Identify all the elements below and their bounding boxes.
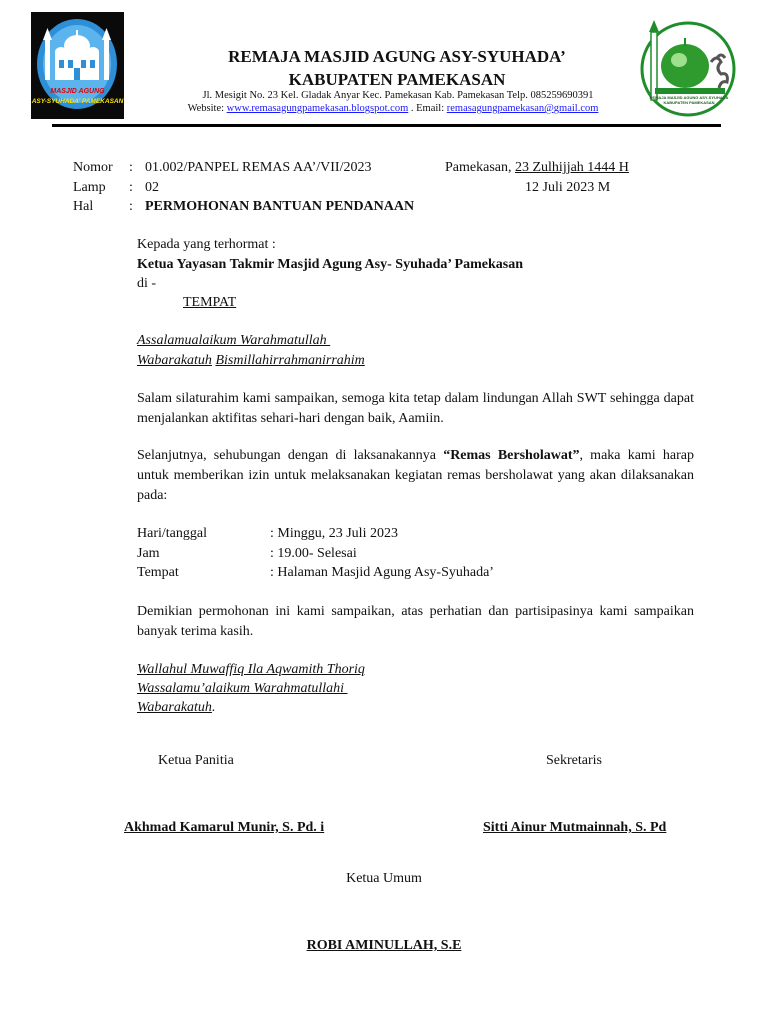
event-label-0: Hari/tanggal (137, 526, 207, 541)
salam-line2 (137, 351, 365, 371)
paragraph-3: Demikian permohonan ini kami sampaikan, atas perhatian dan partisipasinya kami sampaikan banyak terima kasih. (137, 604, 694, 639)
lamp-colon: : (129, 180, 133, 195)
recipient-di: di - (137, 276, 157, 291)
right-logo-text-1: REMAJA MASJID AGUNG ASY-SYUHADA (649, 95, 729, 100)
paragraph-1: Salam silaturahim kami sampaikan, semoga kita tetap dalam lindungan Allah SWT sehingga dapat menjalankan aktifitas sehari-hari dengan baik, Aamiin. (137, 391, 694, 426)
paragraph-2-event: “Remas Bersholawat” (443, 448, 580, 463)
hal-label: Hal (73, 199, 94, 214)
lamp-label: Lamp (73, 180, 106, 195)
website-label: Website: (187, 103, 225, 114)
date-hijri: 23 Zulhijjah 1444 H (514, 160, 629, 175)
event-value-1: : 19.00- Selesai (270, 546, 357, 561)
signature-left-title: Ketua Panitia (158, 753, 234, 768)
left-logo-text-2: ASY-SYUHADA’ PAMEKASAN (31, 98, 124, 105)
recipient-greeting: Kepada yang terhormat : (137, 237, 276, 252)
recipient-place: TEMPAT (183, 295, 237, 310)
paragraph-2 (137, 446, 694, 506)
lamp-value: 02 (145, 180, 159, 195)
org-name-line2: KABUPATEN PAMEKASAN (288, 70, 506, 89)
event-label-1: Jam (137, 546, 160, 561)
nomor-value: 01.002/PANPEL REMAS AA’/VII/2023 (145, 160, 372, 175)
nomor-label: Nomor (73, 160, 113, 175)
date-masehi: 12 Juli 2023 M (525, 180, 611, 195)
org-address: Jl. Mesigit No. 23 Kel. Gladak Anyar Kec. Pamekasan Kab. Pamekasan Telp. 085259690391 (202, 90, 594, 101)
salam-wabarakatuh: Wabarakatuh (137, 353, 212, 368)
paragraph-2-a: Selanjutnya, sehubungan dengan di laksanakannya (137, 448, 444, 463)
header-divider (52, 124, 721, 127)
closing-line2: Wassalamu’alaikum Warahmatullahi (137, 681, 348, 696)
event-value-0: : Minggu, 23 Juli 2023 (270, 526, 398, 541)
org-name-line1: REMAJA MASJID AGUNG ASY-SYUHADA’ (228, 47, 566, 66)
signature-right-title: Sekretaris (546, 753, 602, 768)
closing-wabarakatuh: Wabarakatuh (137, 700, 212, 715)
event-value-2: : Halaman Masjid Agung Asy-Syuhada’ (270, 565, 494, 580)
email-label: . Email: (410, 103, 445, 114)
signature-left-name: Akhmad Kamarul Munir, S. Pd. i (124, 820, 325, 835)
salam-line1: Assalamualaikum Warahmatullah (137, 333, 331, 348)
closing-dot: . (211, 700, 216, 715)
right-logo-text-2: KABUPATEN PAMEKASAN (663, 100, 715, 105)
signature-right-name: Sitti Ainur Mutmainnah, S. Pd (483, 820, 667, 835)
org-contacts (0, 103, 768, 114)
date-place-line (445, 158, 629, 178)
recipient-name: Ketua Yayasan Takmir Masjid Agung Asy- Syuhada’ Pamekasan (137, 257, 523, 272)
website-link[interactable]: www.remasagungpamekasan.blogspot.com (226, 103, 409, 114)
signature-center-name: ROBI AMINULLAH, S.E (306, 938, 462, 953)
event-label-2: Tempat (137, 565, 179, 580)
salam-basmalah: Bismillahirrahmanirrahim (215, 353, 365, 368)
hal-value: PERMOHONAN BANTUAN PENDANAAN (145, 199, 415, 214)
nomor-colon: : (129, 160, 133, 175)
left-logo-text-1: MASJID AGUNG (50, 88, 105, 95)
signature-center-title: Ketua Umum (346, 871, 422, 886)
date-place: Pamekasan, (445, 160, 512, 175)
paragraph-2-b: , maka kami harap untuk memberikan izin untuk melaksanakan kegiatan remas bersholawat yang akan dilaksanakan pada: (137, 448, 694, 503)
closing-line3 (137, 698, 215, 718)
email-link[interactable]: remasagungpamekasan@gmail.com (446, 103, 599, 114)
closing-line1: Wallahul Muwaffiq Ila Aqwamith Thoriq (137, 662, 365, 677)
hal-colon: : (129, 199, 133, 214)
